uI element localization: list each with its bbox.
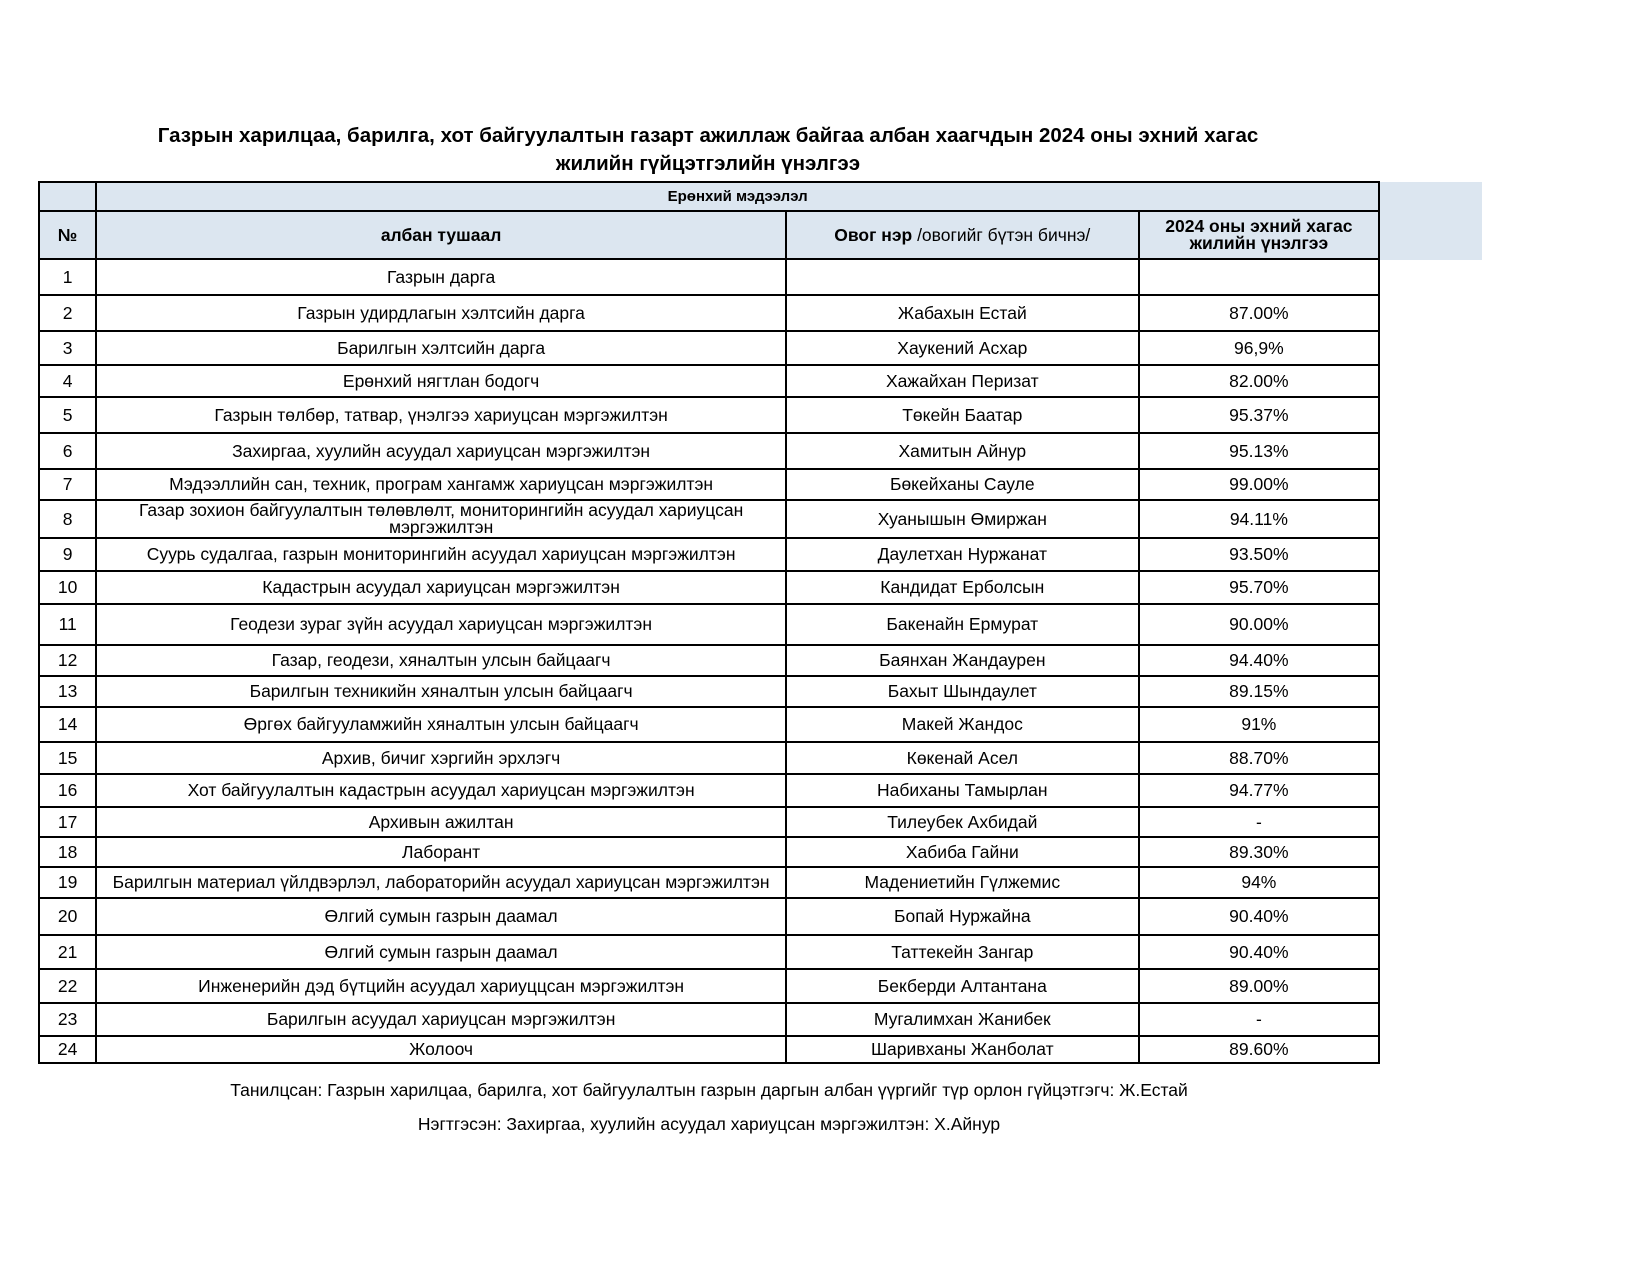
document-title — [38, 122, 1378, 178]
row-name-cell: Шаривханы Жанболат — [786, 1036, 1139, 1063]
row-name-cell: Мугалимхан Жанибек — [786, 1003, 1139, 1036]
row-score-cell: 89.15% — [1139, 676, 1379, 707]
row-name-cell: Кандидат Ерболсын — [786, 571, 1139, 604]
table-row — [39, 774, 1379, 807]
row-no-cell: 5 — [39, 397, 96, 433]
row-name-cell: Набиханы Тамырлан — [786, 774, 1139, 807]
evaluation-table — [38, 181, 1380, 1064]
row-position-cell: Архивын ажилтан — [96, 807, 786, 837]
row-score-cell: - — [1139, 1003, 1379, 1036]
row-position-cell: Газар, геодези, хяналтын улсын байцаагч — [96, 645, 786, 676]
row-score-cell: 95.13% — [1139, 433, 1379, 469]
row-score-cell: 88.70% — [1139, 742, 1379, 774]
row-score-cell: - — [1139, 807, 1379, 837]
row-position-cell: Кадастрын асуудал хариуцсан мэргэжилтэн — [96, 571, 786, 604]
column-header-row — [39, 211, 1379, 259]
row-score-cell: 94.40% — [1139, 645, 1379, 676]
row-score-cell: 89.60% — [1139, 1036, 1379, 1063]
row-no-cell: 23 — [39, 1003, 96, 1036]
row-no-cell: 3 — [39, 331, 96, 365]
row-no-cell: 21 — [39, 935, 96, 969]
row-score-cell: 89.00% — [1139, 969, 1379, 1003]
row-name-cell: Хамитын Айнур — [786, 433, 1139, 469]
table-row — [39, 604, 1379, 645]
row-position-cell: Суурь судалгаа, газрын мониторингийн асуудал хариуцсан мэргэжилтэн — [96, 538, 786, 571]
row-position-cell: Өргөх байгууламжийн хяналтын улсын байцаагч — [96, 707, 786, 742]
row-no-cell: 11 — [39, 604, 96, 645]
table-row — [39, 295, 1379, 331]
row-position-cell: Газрын удирдлагын хэлтсийн дарга — [96, 295, 786, 331]
row-score-cell: 94% — [1139, 867, 1379, 898]
row-score-cell: 95.70% — [1139, 571, 1379, 604]
col-header-position: албан тушаал — [96, 211, 786, 259]
row-score-cell: 82.00% — [1139, 365, 1379, 397]
row-name-cell: Бекберди Алтантана — [786, 969, 1139, 1003]
row-no-cell: 7 — [39, 469, 96, 500]
header-fill-extension — [1380, 182, 1482, 260]
row-name-cell: Хуанышын Өмиржан — [786, 500, 1139, 538]
row-position-cell: Газар зохион байгуулалтын төлөвлөлт, мониторингийн асуудал хариуцсан мэргэжилтэн — [96, 500, 786, 538]
row-no-cell: 17 — [39, 807, 96, 837]
row-score-cell: 90.00% — [1139, 604, 1379, 645]
row-no-cell: 22 — [39, 969, 96, 1003]
row-name-cell: Хажайхан Перизат — [786, 365, 1139, 397]
col-header-no: № — [39, 211, 96, 259]
row-name-cell: Хабиба Гайни — [786, 837, 1139, 867]
row-position-cell: Барилгын хэлтсийн дарга — [96, 331, 786, 365]
table-row — [39, 331, 1379, 365]
table-row — [39, 469, 1379, 500]
row-position-cell: Барилгын асуудал хариуцсан мэргэжилтэн — [96, 1003, 786, 1036]
row-no-cell: 10 — [39, 571, 96, 604]
table-row — [39, 676, 1379, 707]
title-line-2: жилийн гүйцэтгэлийн үнэлгээ — [555, 152, 861, 175]
section-corner-cell — [39, 182, 96, 211]
table-row — [39, 807, 1379, 837]
row-position-cell: Захиргаа, хуулийн асуудал хариуцсан мэргэжилтэн — [96, 433, 786, 469]
row-position-cell: Өлгий сумын газрын даамал — [96, 935, 786, 969]
row-score-cell: 87.00% — [1139, 295, 1379, 331]
row-no-cell: 6 — [39, 433, 96, 469]
table-row — [39, 935, 1379, 969]
row-position-cell: Лаборант — [96, 837, 786, 867]
table-row — [39, 538, 1379, 571]
row-name-cell: Бакенайн Ермурат — [786, 604, 1139, 645]
table-row — [39, 969, 1379, 1003]
row-no-cell: 8 — [39, 500, 96, 538]
row-name-cell: Тилеубек Ахбидай — [786, 807, 1139, 837]
row-score-cell: 94.77% — [1139, 774, 1379, 807]
table-row — [39, 397, 1379, 433]
table-row — [39, 867, 1379, 898]
row-score-cell: 90.40% — [1139, 935, 1379, 969]
row-score-cell: 94.11% — [1139, 500, 1379, 538]
row-no-cell: 20 — [39, 898, 96, 935]
row-name-cell: Бахыт Шындаулет — [786, 676, 1139, 707]
row-name-cell: Макей Жандос — [786, 707, 1139, 742]
row-name-cell: Мадениетийн Гүлжемис — [786, 867, 1139, 898]
footer-compiled: Нэгтгэсэн: Захиргаа, хуулийн асуудал хариуцсан мэргэжилтэн: Х.Айнур — [417, 1114, 1001, 1134]
section-header-row — [39, 182, 1379, 211]
table-row — [39, 1036, 1379, 1063]
row-no-cell: 4 — [39, 365, 96, 397]
row-no-cell: 2 — [39, 295, 96, 331]
table-row — [39, 433, 1379, 469]
row-name-cell: Төкейн Баатар — [786, 397, 1139, 433]
row-score-cell: 89.30% — [1139, 837, 1379, 867]
row-position-cell: Хот байгуулалтын кадастрын асуудал хариуцсан мэргэжилтэн — [96, 774, 786, 807]
col-header-name-note: /овогийг бүтэн бичнэ/ — [912, 224, 1091, 245]
row-no-cell: 15 — [39, 742, 96, 774]
row-no-cell: 18 — [39, 837, 96, 867]
row-name-cell: Жабахын Естай — [786, 295, 1139, 331]
title-line-1: Газрын харилцаа, барилга, хот байгуулалтын газарт ажиллаж байгаа албан хаагчдын 2024 оны эхний хагас — [157, 124, 1259, 147]
row-position-cell: Барилгын техникийн хяналтын улсын байцаагч — [96, 676, 786, 707]
col-header-score: 2024 оны эхний хагас жилийн үнэлгээ — [1139, 211, 1379, 259]
row-score-cell: 95.37% — [1139, 397, 1379, 433]
row-position-cell: Инженерийн дэд бүтцийн асуудал хариуццсан мэргэжилтэн — [96, 969, 786, 1003]
row-no-cell: 16 — [39, 774, 96, 807]
row-position-cell: Барилгын материал үйлдвэрлэл, лабораторийн асуудал хариуцсан мэргэжилтэн — [96, 867, 786, 898]
row-no-cell: 12 — [39, 645, 96, 676]
row-no-cell: 14 — [39, 707, 96, 742]
row-name-cell: Баянхан Жандаурен — [786, 645, 1139, 676]
table-row — [39, 365, 1379, 397]
row-no-cell: 24 — [39, 1036, 96, 1063]
table-row — [39, 571, 1379, 604]
row-no-cell: 13 — [39, 676, 96, 707]
table-row — [39, 898, 1379, 935]
row-no-cell: 1 — [39, 259, 96, 295]
row-name-cell: Таттекейн Зангар — [786, 935, 1139, 969]
section-label: Ерөнхий мэдээлэл — [96, 182, 1379, 211]
row-name-cell — [786, 259, 1139, 295]
table-row — [39, 742, 1379, 774]
row-name-cell: Бопай Нуржайна — [786, 898, 1139, 935]
footer-acquainted: Танилцсан: Газрын харилцаа, барилга, хот байгуулалтын газрын даргын албан үүргийг түр орлон гүйцэтгэгч: Ж.Естай — [230, 1080, 1188, 1100]
row-name-cell: Даулетхан Нуржанат — [786, 538, 1139, 571]
row-score-cell: 99.00% — [1139, 469, 1379, 500]
table-row — [39, 837, 1379, 867]
table-row — [39, 259, 1379, 295]
row-score-cell: 93.50% — [1139, 538, 1379, 571]
row-position-cell: Ерөнхий нягтлан бодогч — [96, 365, 786, 397]
row-name-cell: Хаукений Асхар — [786, 331, 1139, 365]
col-header-name — [786, 211, 1139, 259]
table-row — [39, 645, 1379, 676]
table-row — [39, 707, 1379, 742]
table-row — [39, 500, 1379, 538]
table-row — [39, 1003, 1379, 1036]
row-score-cell: 91% — [1139, 707, 1379, 742]
row-position-cell: Өлгий сумын газрын даамал — [96, 898, 786, 935]
row-position-cell: Мэдээллийн сан, техник, програм хангамж хариуцсан мэргэжилтэн — [96, 469, 786, 500]
row-position-cell: Газрын төлбөр, татвар, үнэлгээ хариуцсан мэргэжилтэн — [96, 397, 786, 433]
row-no-cell: 9 — [39, 538, 96, 571]
row-score-cell: 90.40% — [1139, 898, 1379, 935]
row-name-cell: Бөкейханы Сауле — [786, 469, 1139, 500]
row-name-cell: Көкенай Асел — [786, 742, 1139, 774]
row-position-cell: Геодези зураг зүйн асуудал хариуцсан мэргэжилтэн — [96, 604, 786, 645]
row-score-cell — [1139, 259, 1379, 295]
row-position-cell: Газрын дарга — [96, 259, 786, 295]
col-header-name-bold: Овог нэр — [834, 224, 913, 245]
row-position-cell: Жолооч — [96, 1036, 786, 1063]
row-score-cell: 96,9% — [1139, 331, 1379, 365]
row-position-cell: Архив, бичиг хэргийн эрхлэгч — [96, 742, 786, 774]
row-no-cell: 19 — [39, 867, 96, 898]
